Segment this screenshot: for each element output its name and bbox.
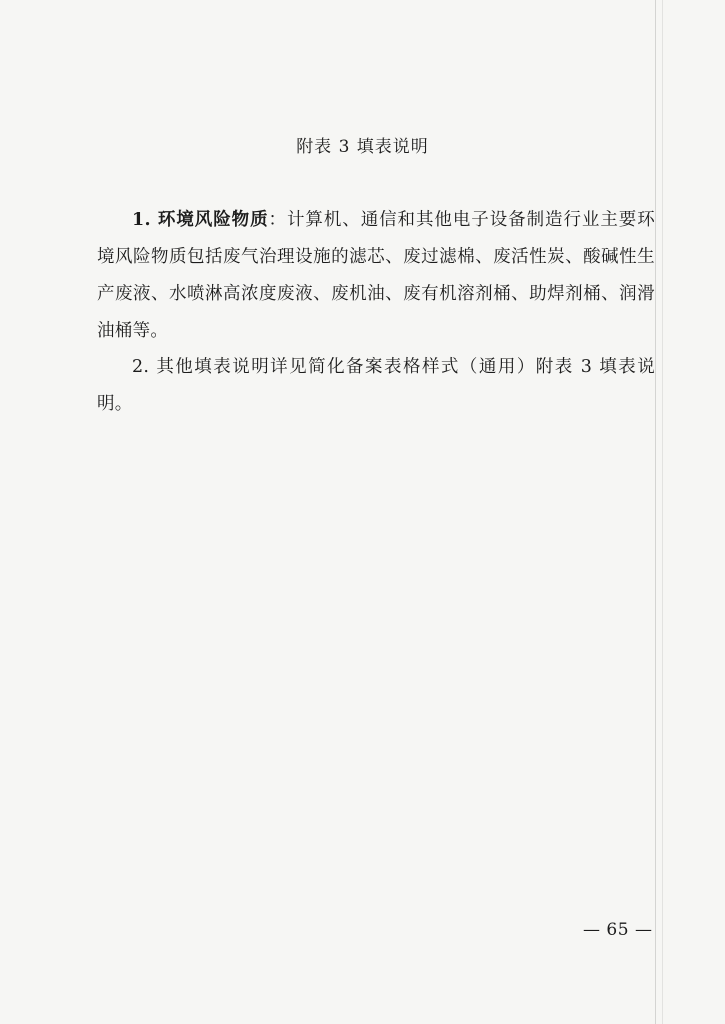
- paragraph-text: 计算机、通信和其他电子设备制造行业主要环境风险物质包括废气治理设施的滤芯、废过滤棉、废活性炭、酸碱性生产废液、水喷淋高浓度废液、废机油、废有机溶剂桶、助焊剂桶、润滑油桶等。: [97, 210, 656, 341]
- page-title: 附表 3 填表说明: [296, 137, 429, 157]
- page-number: — 65 —: [583, 920, 653, 940]
- paragraph-other-instructions: 2. 其他填表说明详见简化备案表格样式（通用）附表 3 填表说明。: [97, 357, 655, 414]
- paragraph-separator: ：: [268, 210, 287, 230]
- paragraph-lead: 1. 环境风险物质: [132, 210, 269, 230]
- paragraph-environmental-risk-substances: [97, 202, 655, 350]
